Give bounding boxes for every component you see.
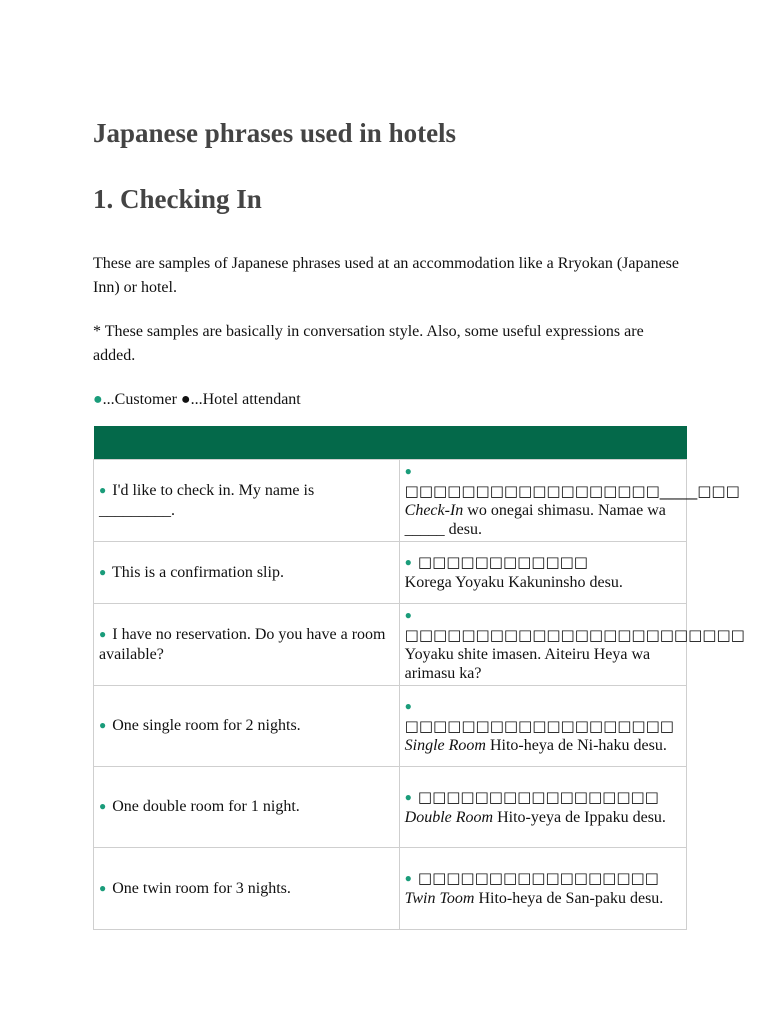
romaji-text: Korega Yoyaku Kakuninsho desu.	[404, 574, 623, 591]
english-phrase-cell	[94, 542, 400, 604]
attendant-label: ...Hotel attendant	[190, 391, 301, 408]
section-heading: 1. Checking In	[93, 184, 262, 214]
bullet-icon: ●	[99, 564, 107, 579]
romaji-italic: Double Room	[404, 808, 494, 826]
speaker-legend	[93, 388, 301, 412]
bullet-icon: ●	[99, 799, 107, 813]
romaji-text: Hito-heya de Ni-haku desu.	[485, 737, 667, 754]
header-cell-japanese	[399, 426, 686, 460]
japanese-script: □□□□□□□□□□□□□□□□□□_____□□□	[404, 482, 740, 500]
bullet-icon: ●	[99, 483, 107, 497]
table-row	[94, 460, 687, 542]
romaji-italic: Single Room	[404, 737, 486, 754]
english-phrase: One twin room for 3 nights.	[112, 879, 291, 897]
japanese-script: □□□□□□□□□□□□□□□□□	[417, 869, 659, 887]
english-phrase: I have no reservation. Do you have a room available?	[99, 626, 386, 663]
bullet-icon: ●	[404, 871, 412, 885]
customer-label: ...Customer	[102, 391, 181, 408]
header-cell-english	[94, 426, 400, 460]
japanese-script: □□□□□□□□□□□□	[417, 553, 588, 571]
customer-bullet-icon: ●	[93, 391, 103, 408]
english-phrase: This is a confirmation slip.	[111, 563, 284, 581]
english-phrase: One single room for 2 nights.	[112, 717, 301, 734]
romaji-text: Hito-yeya de Ippaku desu.	[493, 808, 666, 826]
english-phrase-cell	[94, 686, 400, 767]
japanese-script: □□□□□□□□□□□□□□□□□□□	[404, 717, 674, 735]
japanese-phrase-cell	[399, 542, 686, 604]
romaji-text: wo onegai shimasu. Namae wa _____ desu.	[404, 502, 666, 538]
table-row	[94, 767, 687, 848]
note-paragraph: * These samples are basically in conversation style. Also, some useful expressions are added.	[93, 323, 644, 364]
romaji-text: Hito-heya de San-paku desu.	[474, 890, 664, 907]
bullet-icon: ●	[404, 555, 412, 569]
table-row	[94, 604, 687, 686]
bullet-icon: ●	[404, 464, 412, 478]
romaji-text: Yoyaku shite imasen. Aiteiru Heya wa arimasu ka?	[404, 646, 651, 682]
table-row	[94, 848, 687, 930]
bullet-icon: ●	[404, 699, 412, 713]
japanese-script: □□□□□□□□□□□□□□□□□□□□□□□□	[404, 626, 745, 644]
english-phrase-cell	[94, 460, 400, 542]
romaji-italic: Check-In	[404, 502, 464, 519]
bullet-icon: ●	[99, 627, 107, 641]
bullet-icon: ●	[99, 718, 107, 732]
intro-paragraph: These are samples of Japanese phrases used at an accommodation like a Rryokan (Japanese Inn) or hotel.	[93, 255, 679, 296]
english-phrase: One double room for 1 night.	[112, 798, 300, 815]
english-phrase-cell	[94, 767, 400, 848]
bullet-icon: ●	[404, 789, 412, 804]
phrase-table	[93, 426, 745, 930]
japanese-phrase-cell	[399, 460, 740, 542]
page-title: Japanese phrases used in hotels	[93, 118, 457, 148]
table-row	[94, 542, 687, 604]
japanese-phrase-cell	[399, 604, 745, 686]
bullet-icon: ●	[404, 608, 412, 622]
english-phrase-cell	[94, 848, 400, 930]
japanese-script: □□□□□□□□□□□□□□□□□	[417, 787, 659, 806]
japanese-phrase-cell	[399, 686, 686, 767]
japanese-phrase-cell	[399, 848, 686, 930]
english-phrase-cell	[94, 604, 400, 686]
japanese-phrase-cell	[399, 767, 686, 848]
romaji-italic: Twin Toom	[404, 890, 475, 907]
table-row	[94, 686, 687, 767]
attendant-bullet-icon: ●	[180, 391, 191, 408]
english-phrase: I'd like to check in. My name is _________.	[99, 482, 315, 519]
bullet-icon: ●	[99, 880, 107, 895]
table-header-bar	[94, 426, 687, 460]
